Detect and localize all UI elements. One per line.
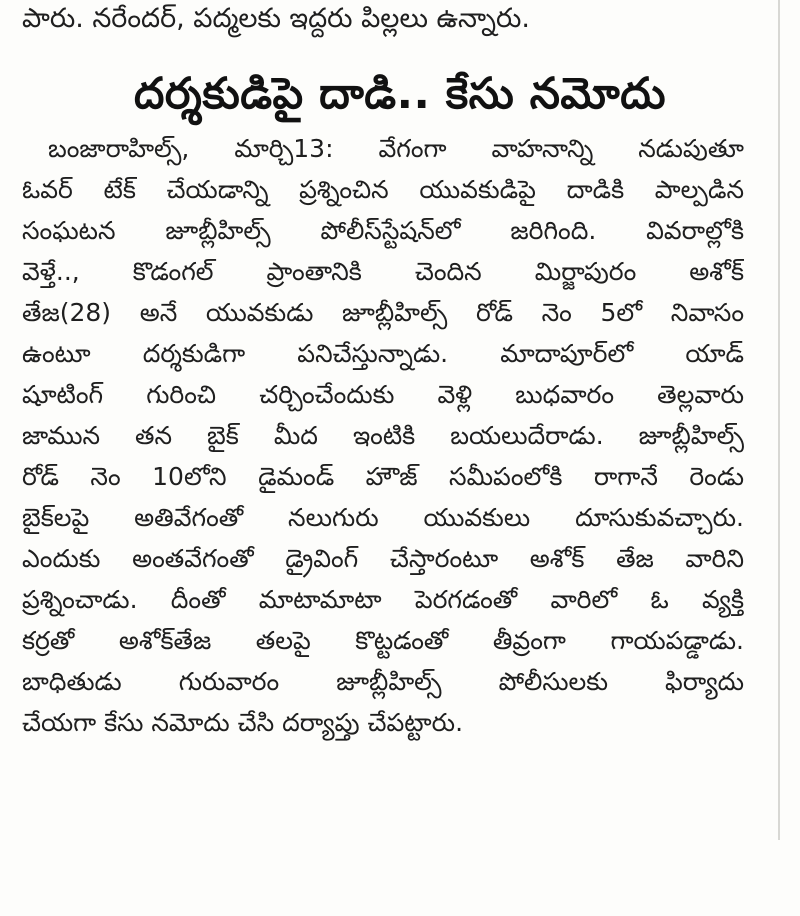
body-line: జామున తన బైక్ మీద ఇంటికి బయలుదేరాడు. జూబ్లీహిల్స్ bbox=[22, 421, 744, 450]
article-headline: దర్శకుడిపై దాడి.. కేసు నమోదు bbox=[134, 69, 666, 119]
body-line: చేయగా కేసు నమోదు చేసి దర్యాప్తు చేపట్టారు. bbox=[22, 708, 464, 737]
body-line: బంజారాహిల్స్, మార్చి13: వేగంగా వాహనాన్ని నడుపుతూ bbox=[48, 134, 744, 163]
body-line: ప్రశ్నించాడు. దీంతో మాటామాటా పెరగడంతో వారిలో ఓ వ్యక్తి bbox=[22, 585, 744, 614]
column-edge bbox=[778, 0, 780, 840]
body-line: ఉంటూ దర్శకుడిగా పనిచేస్తున్నాడు. మాదాపూర్‌లో యాడ్ bbox=[22, 339, 744, 368]
body-line: కర్రతో అశోక్‌తేజ తలపై కొట్టడంతో తీవ్రంగా గాయపడ్డాడు. bbox=[22, 626, 744, 655]
body-line: బాధితుడు గురువారం జూబ్లీహిల్స్ పోలీసులకు ఫిర్యాదు bbox=[22, 667, 744, 696]
body-line: వెళ్తే.., కొడంగల్ ప్రాంతానికి చెందిన మిర్జాపురం అశోక్ bbox=[22, 257, 744, 286]
previous-article-line: పారు. నరేందర్, పద్మలకు ఇద్దరు పిల్లలు ఉన్నారు. bbox=[22, 3, 530, 34]
body-line: ఎందుకు అంతవేగంతో డ్రైవింగ్ చేస్తారంటూ అశోక్ తేజ వారిని bbox=[22, 544, 744, 573]
body-line: ఓవర్ టేక్ చేయడాన్ని ప్రశ్నించిన యువకుడిపై దాడికి పాల్పడిన bbox=[22, 175, 744, 204]
body-line: బైక్‌లపై అతివేగంతో నలుగురు యువకులు దూసుకువచ్చారు. bbox=[22, 503, 744, 532]
body-line: షూటింగ్ గురించి చర్చించేందుకు వెళ్లి బుధవారం తెల్లవారు bbox=[22, 380, 744, 409]
body-line: రోడ్ నెం 10లోని డైమండ్ హౌజ్ సమీపంలోకి రాగానే రెండు bbox=[22, 462, 744, 491]
body-line: సంఘటన జూబ్లీహిల్స్ పోలీస్‌స్టేషన్‌లో జరిగింది. వివరాల్లోకి bbox=[22, 216, 744, 245]
article-body bbox=[22, 128, 744, 743]
body-line: తేజ(28) అనే యువకుడు జూబ్లీహిల్స్ రోడ్ నెం 5లో నివాసం bbox=[22, 298, 744, 327]
